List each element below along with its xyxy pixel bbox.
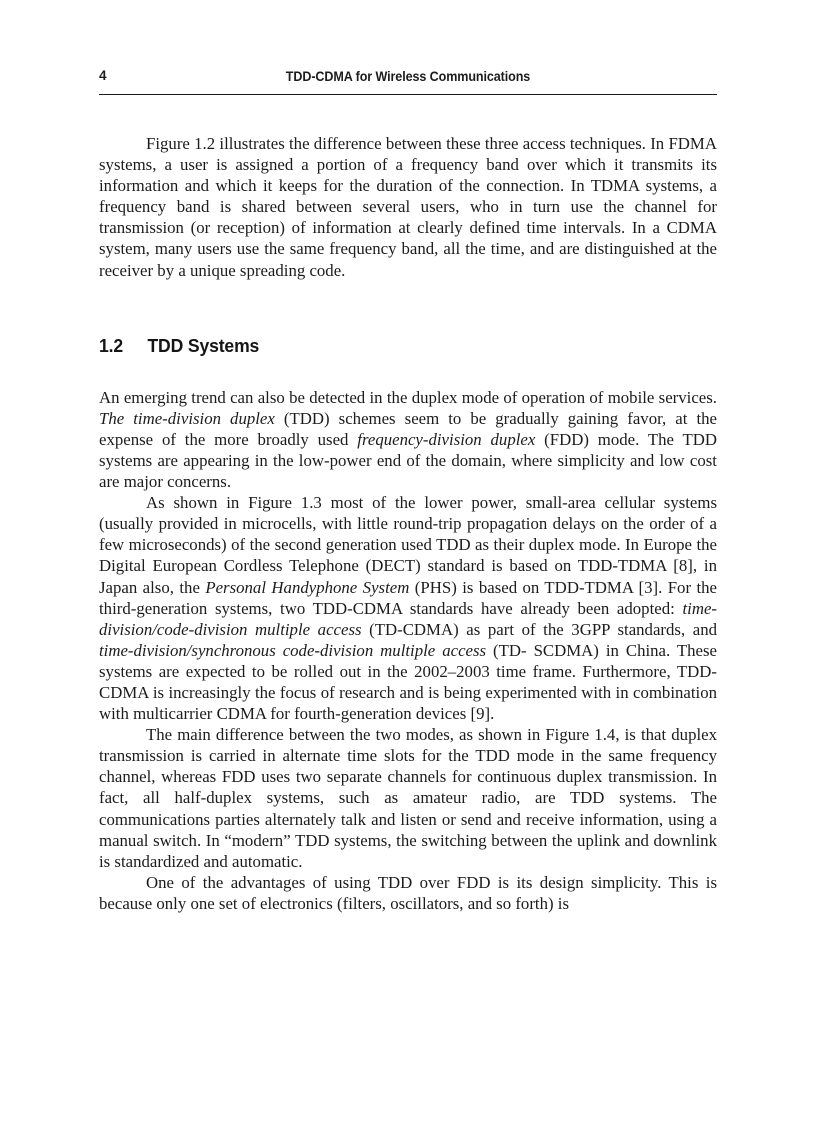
paragraph-mode-difference: The main difference between the two modes, as shown in Figure 1.4, is that duplex transmission is carried in alternate time slots for the TDD mode in the same frequency channel, whereas FDD uses two separate channels for continuous duplex transmission. In fact, all half-duplex systems, such as amateur radio, are TDD systems. The communications parties alternately talk and listen or send and receive information, using a manual switch. In “modern” TDD systems, the switching between the uplink and downlink is standardized and automatic. <box>99 725 717 871</box>
term-personal-handyphone-system: Personal Handyphone System <box>205 577 410 597</box>
text-run: (TDD) schemes seem to be gradually gaining favor, at the expense of the more broadly used <box>99 408 717 449</box>
text-run: (TD-CDMA) as part of the 3GPP standards, and <box>361 619 718 639</box>
text-run: (FDD) mode. The TDD systems are appearing in the low-power end of the domain, where simplicity and low cost are major concerns. <box>99 429 717 492</box>
running-title: TDD-CDMA for Wireless Communications <box>285 69 531 84</box>
text-run: An emerging trend can also be detected in the duplex mode of operation of mobile services. <box>99 387 717 407</box>
text-run: (PHS) is based on TDD-TDMA [3]. For the third-generation systems, two TDD-CDMA standards have already been adopted: <box>99 577 717 618</box>
term-frequency-division-duplex: frequency-division duplex <box>357 429 536 449</box>
term-td-scdma: time-division/synchronous code-division multiple access <box>99 640 487 660</box>
term-time-division-duplex: The time-division duplex <box>99 408 275 428</box>
paragraph-access-techniques: Figure 1.2 illustrates the difference between these three access techniques. In FDMA systems, a user is assigned a portion of a frequency band over which it transmits its information and which it keeps for the duration of the connection. In TDMA systems, a frequency band is shared between several users, who in turn use the channel for transmission (or reception) of information at clearly defined time intervals. In a CDMA system, many users use the same frequency band, all the time, and are distinguished at the receiver by a unique spreading code. <box>99 134 717 280</box>
paragraph-second-generation-systems <box>99 492 717 724</box>
text-run: (TD- SCDMA) in China. These systems are expected to be rolled out in the 2002–2003 time frame. Furthermore, TDD-CDMA is increasingly the focus of research and is being experimented with in combination with multicarrier CDMA for fourth-generation devices [9]. <box>99 640 717 724</box>
paragraph-tdd-advantages: One of the advantages of using TDD over FDD is its design simplicity. This is because only one set of electronics (filters, oscillators, and so forth) is <box>99 872 717 913</box>
heading-spacer-bottom <box>99 357 717 387</box>
section-heading <box>99 335 686 357</box>
header-rule <box>99 94 717 95</box>
text-run: As shown in Figure 1.3 most of the lower power, small-area cellular systems (usually provided in microcells, with little round-trip propagation delays on the order of a few microseconds) of the second generation used TDD as their duplex mode. In Europe the Digital European Cordless Telephone (DECT) standard is based on TDD-TDMA [8], in Japan also, the <box>99 493 717 597</box>
page-number: 4 <box>99 68 107 83</box>
section-number: 1.2 <box>99 334 124 356</box>
body-text <box>99 133 717 914</box>
page-content <box>99 68 717 914</box>
paragraph-tdd-trend <box>99 387 717 492</box>
term-td-cdma: time-division/code-division multiple access <box>99 598 717 639</box>
section-title: TDD Systems <box>147 334 260 356</box>
running-header <box>99 68 717 95</box>
heading-spacer-top <box>99 281 717 335</box>
